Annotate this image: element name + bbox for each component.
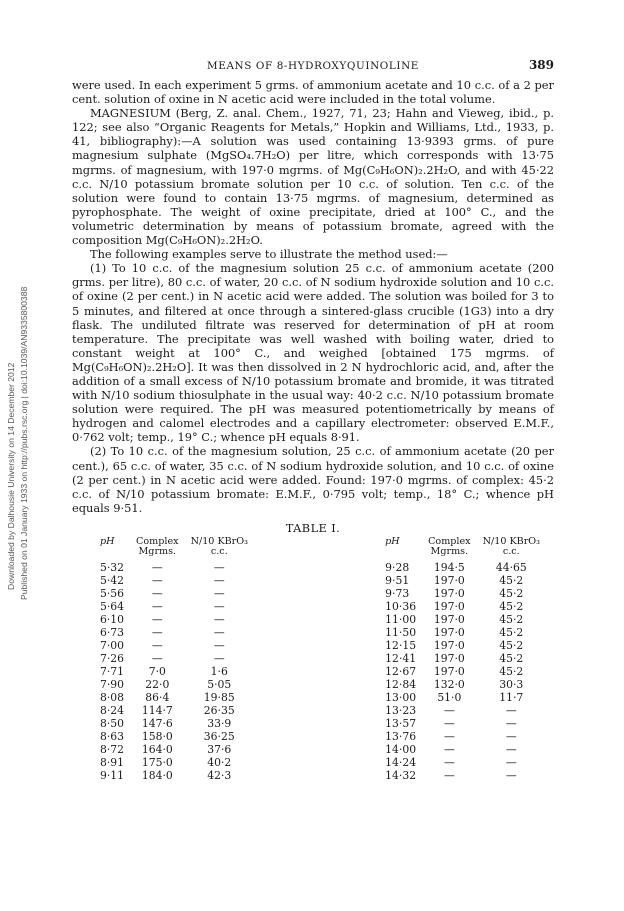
table-row	[385, 574, 546, 587]
cell-complex-mgrms: —	[151, 599, 163, 613]
table-row	[100, 730, 254, 743]
data-table	[72, 537, 554, 782]
column-header-complex-unit: Mgrms.	[138, 545, 177, 557]
cell-complex-mgrms: 51·0	[437, 690, 462, 704]
cell-ph: 8·63	[100, 729, 125, 743]
column-header-kbro3-unit: c.c.	[210, 545, 228, 557]
cell-kbro3-cc: 26·35	[203, 703, 235, 717]
cell-ph: 14·24	[385, 755, 417, 769]
table-row	[100, 678, 254, 691]
cell-ph: 13·23	[385, 703, 417, 717]
downloaded-notice: Downloaded by Dalhousie University on 14 December 2012	[6, 362, 16, 590]
table-row	[385, 639, 546, 652]
table-row	[100, 626, 254, 639]
table-row	[100, 743, 254, 756]
cell-ph: 9·11	[100, 768, 125, 782]
cell-kbro3-cc: —	[213, 612, 225, 626]
table-row	[385, 678, 546, 691]
cell-kbro3-cc: 33·9	[207, 716, 232, 730]
cell-kbro3-cc: —	[505, 703, 517, 717]
column-header-complex-unit: Mgrms.	[430, 545, 469, 557]
cell-kbro3-cc: 45·2	[499, 573, 524, 587]
cell-complex-mgrms: 197·0	[433, 625, 465, 639]
sidebar-provenance	[6, 150, 32, 600]
paragraph-example-1: (1) To 10 c.c. of the magnesium solution 25 c.c. of ammonium acetate (200 grms. per litre), 80 c.c. of water, 20 c.c. of N sodium hydroxide solution and 10 c.c. of oxine (2 per cent.) in N acetic acid were added. The solution was boiled for 3 to 5 minutes, and filtered at once through a sintered-glass crucible (1G3) into a dry flask. The undiluted filtrate was reserved for determination of pH at room temperature. The precipitate was well washed with boiling water, dried to constant weight at 100° C., and weighed [obtained 175 mgrms. of Mg(C₉H₆ON)₂.2H₂O]. It was then dissolved in 2 N hydrochloric acid, and, after the addition of a small excess of N/10 potassium bromate and bromide, it was titrated with N/10 sodium thiosulphate in the usual way: 40·2 c.c. N/10 potassium bromate solution were required. The pH was measured potentiometrically by means of hydrogen and calomel electrodes and a capillary electrometer: observed E.M.F., 0·762 volt; temp., 19° C.; whence pH equals 8·91.	[72, 261, 554, 445]
cell-complex-mgrms: 197·0	[433, 651, 465, 665]
cell-ph: 6·10	[100, 612, 125, 626]
cell-complex-mgrms: 158·0	[141, 729, 173, 743]
table-title: TABLE I.	[285, 520, 341, 535]
cell-kbro3-cc: —	[213, 599, 225, 613]
cell-kbro3-cc: —	[213, 651, 225, 665]
cell-complex-mgrms: —	[443, 742, 455, 756]
column-header-complex	[422, 537, 477, 557]
paragraph-example-2: (2) To 10 c.c. of the magnesium solution, 25 c.c. of ammonium acetate (20 per cent.), 65 c.c. of water, 35 c.c. of N sodium hydroxide solution, and 10 c.c. of oxine (2 per cent.) in N acetic acid were added. Found: 197·0 mgrms. of complex: 45·2 c.c. of N/10 potassium bromate: E.M.F., 0·795 volt; temp., 18° C.; whence pH equals 9·51.	[72, 444, 554, 515]
cell-complex-mgrms: —	[151, 586, 163, 600]
cell-ph: 10·36	[385, 599, 417, 613]
cell-kbro3-cc: 45·2	[499, 612, 524, 626]
cell-kbro3-cc: —	[505, 729, 517, 743]
cell-kbro3-cc: 36·25	[203, 729, 235, 743]
table-row	[100, 613, 254, 626]
column-header-ph: pH	[100, 535, 115, 547]
table-row	[100, 717, 254, 730]
cell-kbro3-cc: —	[505, 742, 517, 756]
cell-ph: 6·73	[100, 625, 125, 639]
cell-complex-mgrms: —	[443, 729, 455, 743]
table-right-half	[385, 537, 546, 782]
cell-ph: 13·57	[385, 716, 417, 730]
table-row	[385, 561, 546, 574]
cell-ph: 12·84	[385, 677, 417, 691]
cell-ph: 5·42	[100, 573, 125, 587]
table-right-body	[385, 561, 546, 782]
cell-ph: 13·00	[385, 690, 417, 704]
table-row	[385, 626, 546, 639]
cell-complex-mgrms: 194·5	[433, 560, 465, 574]
cell-kbro3-cc: 44·65	[495, 560, 527, 574]
cell-complex-mgrms: 7·0	[148, 664, 166, 678]
cell-kbro3-cc: 11·7	[499, 690, 524, 704]
cell-ph: 8·50	[100, 716, 125, 730]
column-header-complex-label: Complex	[136, 535, 179, 547]
cell-ph: 9·28	[385, 560, 410, 574]
table-row	[385, 743, 546, 756]
cell-complex-mgrms: 197·0	[433, 638, 465, 652]
cell-complex-mgrms: —	[443, 703, 455, 717]
table-row	[385, 756, 546, 769]
cell-complex-mgrms: 197·0	[433, 586, 465, 600]
table-row	[100, 587, 254, 600]
cell-complex-mgrms: 197·0	[433, 612, 465, 626]
cell-kbro3-cc: —	[213, 638, 225, 652]
table-row	[385, 730, 546, 743]
cell-kbro3-cc: —	[213, 573, 225, 587]
cell-ph: 8·08	[100, 690, 125, 704]
cell-kbro3-cc: —	[505, 768, 517, 782]
table-row	[385, 769, 546, 782]
paragraph-continuation: were used. In each experiment 5 grms. of ammonium acetate and 10 c.c. of a 2 per cent. solution of oxine in N acetic acid were included in the total volume.	[72, 78, 554, 107]
table-row	[385, 665, 546, 678]
cell-kbro3-cc: —	[213, 586, 225, 600]
cell-ph: 7·26	[100, 651, 125, 665]
cell-complex-mgrms: —	[151, 625, 163, 639]
cell-complex-mgrms: —	[443, 716, 455, 730]
cell-complex-mgrms: 197·0	[433, 573, 465, 587]
table-row	[100, 652, 254, 665]
cell-complex-mgrms: —	[151, 560, 163, 574]
cell-complex-mgrms: 132·0	[433, 677, 465, 691]
table-left-half	[100, 537, 254, 782]
cell-ph: 12·41	[385, 651, 417, 665]
cell-kbro3-cc: 45·2	[499, 651, 524, 665]
cell-complex-mgrms: 184·0	[141, 768, 173, 782]
paragraph-magnesium: MAGNESIUM (Berg, Z. anal. Chem., 1927, 71, 23; Hahn and Vieweg, ibid., p. 122; see also “Organic Reagents for Metals,” Hopkin and Williams, Ltd., 1933, p. 41, bibliography):—A solution was used containing 13·9393 grms. of pure magnesium sulphate (MgSO₄.7H₂O) per litre, which corresponds with 13·75 mgrms. of magnesium, with 197·0 mgrms. of Mg(C₉H₆ON)₂.2H₂O, and with 45·22 c.c. N/10 potassium bromate solution per 10 c.c. of solution. Ten c.c. of the solution were found to contain 13·75 mgrms. of magnesium, determined as pyrophosphate. The weight of oxine precipitate, dried at 100° C., and the volumetric determination by means of potassium bromate, agreed with the composition Mg(C₉H₆ON)₂.2H₂O.	[72, 106, 554, 248]
paragraph-examples-intro: The following examples serve to illustrate the method used:—	[90, 247, 448, 262]
cell-kbro3-cc: —	[505, 755, 517, 769]
cell-ph: 7·71	[100, 664, 125, 678]
table-row	[100, 769, 254, 782]
column-header-kbro3-unit: c.c.	[502, 545, 520, 557]
cell-kbro3-cc: —	[213, 625, 225, 639]
table-row	[100, 691, 254, 704]
column-header-kbro3-label: N/10 KBrO₃	[190, 535, 248, 547]
cell-ph: 8·72	[100, 742, 125, 756]
column-header-kbro3	[477, 537, 546, 557]
cell-complex-mgrms: 22·0	[145, 677, 170, 691]
table-row	[100, 574, 254, 587]
cell-kbro3-cc: 5·05	[207, 677, 232, 691]
table-row	[385, 717, 546, 730]
cell-ph: 12·67	[385, 664, 417, 678]
table-row	[100, 600, 254, 613]
cell-complex-mgrms: 86·4	[145, 690, 170, 704]
cell-complex-mgrms: —	[151, 612, 163, 626]
cell-kbro3-cc: 19·85	[203, 690, 235, 704]
cell-kbro3-cc: 45·2	[499, 586, 524, 600]
table-row	[100, 561, 254, 574]
cell-kbro3-cc: 37·6	[207, 742, 232, 756]
cell-ph: 8·91	[100, 755, 125, 769]
cell-kbro3-cc: —	[213, 560, 225, 574]
cell-complex-mgrms: —	[443, 755, 455, 769]
column-header-ph: pH	[385, 535, 400, 547]
cell-kbro3-cc: 45·2	[499, 599, 524, 613]
cell-complex-mgrms: —	[151, 651, 163, 665]
table-row	[385, 691, 546, 704]
table-row	[100, 756, 254, 769]
table-left-body	[100, 561, 254, 782]
cell-kbro3-cc: 45·2	[499, 638, 524, 652]
cell-ph: 9·51	[385, 573, 410, 587]
cell-ph: 14·32	[385, 768, 417, 782]
cell-ph: 5·64	[100, 599, 125, 613]
page-number: 389	[528, 58, 554, 72]
cell-complex-mgrms: 175·0	[141, 755, 173, 769]
table-row	[385, 704, 546, 717]
cell-complex-mgrms: 164·0	[141, 742, 173, 756]
page-body	[72, 58, 554, 782]
column-header-kbro3	[185, 537, 254, 557]
cell-ph: 11·00	[385, 612, 417, 626]
cell-ph: 5·56	[100, 586, 125, 600]
column-header-complex-label: Complex	[428, 535, 471, 547]
table-row	[385, 613, 546, 626]
cell-ph: 8·24	[100, 703, 125, 717]
published-notice: Published on 01 January 1933 on http://pubs.rsc.org | doi:10.1039/AN9335800388	[19, 286, 29, 600]
cell-kbro3-cc: —	[505, 716, 517, 730]
cell-kbro3-cc: 45·2	[499, 625, 524, 639]
cell-kbro3-cc: 30·3	[499, 677, 524, 691]
cell-ph: 11·50	[385, 625, 417, 639]
table-row	[385, 587, 546, 600]
cell-complex-mgrms: 114·7	[141, 703, 173, 717]
column-header-complex	[130, 537, 185, 557]
table-row	[100, 639, 254, 652]
cell-ph: 5·32	[100, 560, 125, 574]
cell-complex-mgrms: 147·6	[141, 716, 173, 730]
cell-ph: 7·90	[100, 677, 125, 691]
table-row	[385, 652, 546, 665]
table-row	[100, 665, 254, 678]
cell-ph: 12·15	[385, 638, 417, 652]
cell-kbro3-cc: 42·3	[207, 768, 232, 782]
cell-kbro3-cc: 45·2	[499, 664, 524, 678]
cell-ph: 14·00	[385, 742, 417, 756]
cell-kbro3-cc: 1·6	[210, 664, 228, 678]
cell-complex-mgrms: —	[443, 768, 455, 782]
running-title: MEANS OF 8-HYDROXYQUINOLINE	[207, 60, 419, 72]
table-row	[385, 600, 546, 613]
cell-complex-mgrms: 197·0	[433, 664, 465, 678]
cell-ph: 7·00	[100, 638, 125, 652]
cell-complex-mgrms: 197·0	[433, 599, 465, 613]
cell-ph: 13·76	[385, 729, 417, 743]
column-header-kbro3-label: N/10 KBrO₃	[482, 535, 540, 547]
cell-complex-mgrms: —	[151, 573, 163, 587]
cell-complex-mgrms: —	[151, 638, 163, 652]
cell-ph: 9·73	[385, 586, 410, 600]
table-row	[100, 704, 254, 717]
running-header	[72, 58, 554, 78]
cell-kbro3-cc: 40·2	[207, 755, 232, 769]
